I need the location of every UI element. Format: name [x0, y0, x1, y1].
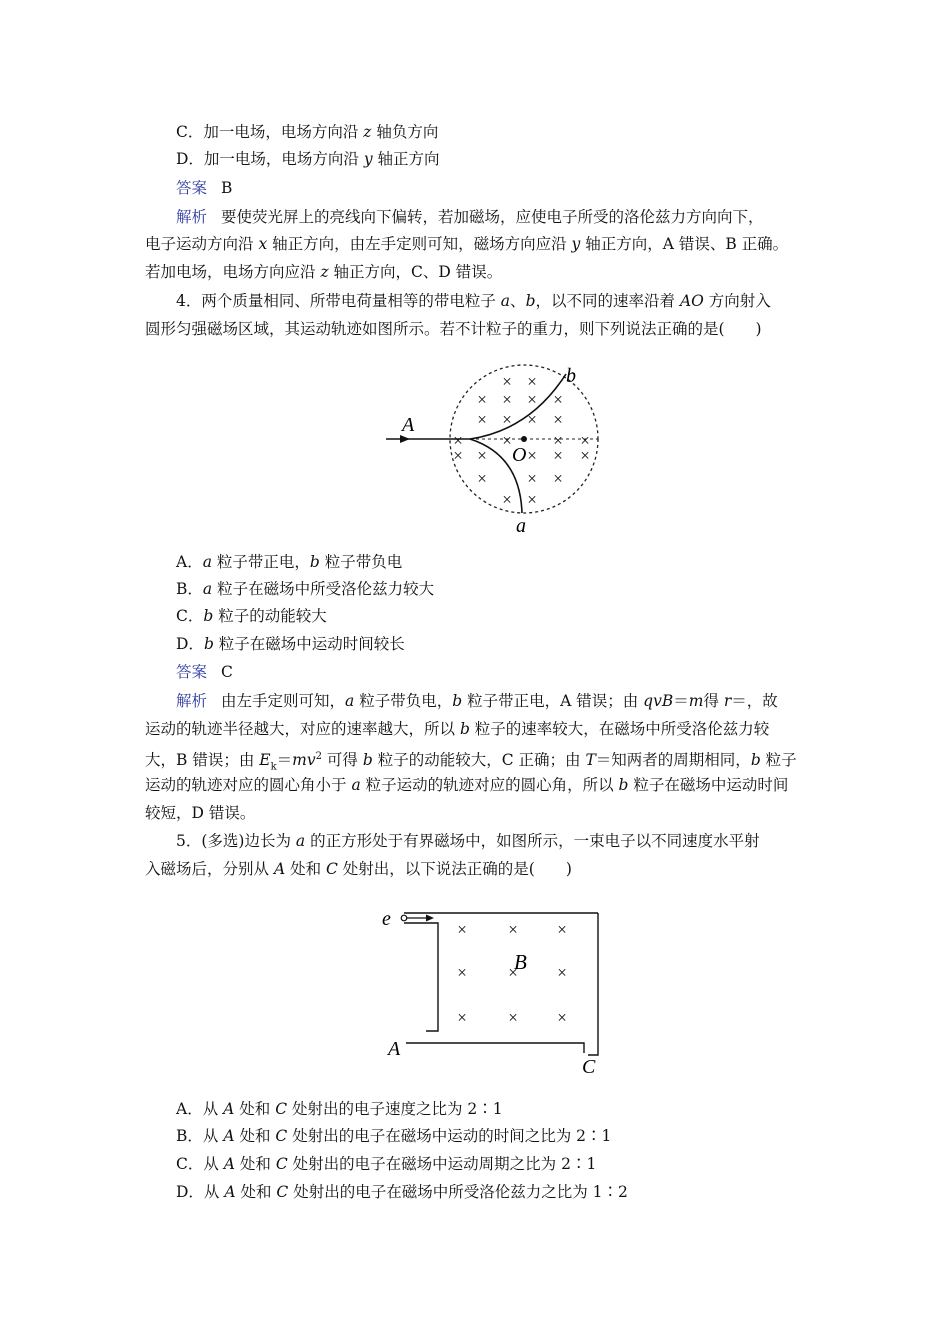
text: 入磁场后，分别从	[145, 860, 274, 878]
text: 要使荧光屏上的亮线向下偏转，若加磁场，应使电子所受的洛伦兹力方向向下，	[221, 208, 764, 226]
cross-mark: ×	[502, 490, 512, 509]
cross-mark: ×	[457, 1008, 467, 1027]
var: a	[345, 692, 355, 710]
text: 粒子带正电，A 错误；由	[462, 692, 644, 710]
var: y	[363, 150, 373, 168]
text: 粒子带负电	[319, 553, 403, 571]
text: 粒子带正电，	[211, 553, 310, 571]
right-wall	[588, 913, 598, 1055]
q4-figure	[380, 360, 620, 544]
text: ，以不同的速率沿着	[535, 292, 680, 310]
q3-analysis-line-3	[145, 261, 502, 283]
q4-stem-line-2	[145, 318, 762, 340]
cross-mark: ×	[508, 1008, 518, 1027]
var: z	[363, 123, 372, 141]
text: 粒子的速率较大，在磁场中所受洛伦兹力较	[469, 720, 770, 738]
text: C．	[176, 607, 204, 625]
text: 、	[510, 292, 526, 310]
text: 可得	[322, 751, 363, 770]
cross-mark: ×	[457, 963, 467, 982]
text: ＝	[673, 692, 689, 710]
cross-mark: ×	[557, 1008, 567, 1027]
var: C	[326, 860, 338, 878]
text: 处和	[234, 1100, 276, 1118]
var: b	[203, 607, 214, 625]
var: a	[500, 292, 511, 310]
var: b	[750, 751, 761, 770]
text: 由左手定则可知，	[221, 692, 346, 710]
cross-mark: ×	[527, 469, 537, 488]
text: 处和	[235, 1183, 277, 1201]
text: ＝知两者的周期相同，	[595, 751, 751, 770]
var: a	[202, 580, 213, 598]
text: 圆形匀强磁场区域，其运动轨迹如图所示。若不计粒子的重力，则下列说法正确的是( )	[145, 320, 762, 338]
text: 处和	[234, 1127, 276, 1145]
var: A	[224, 1183, 236, 1201]
text: 较短，D 错误。	[145, 804, 256, 822]
q3-analysis-line-2	[145, 233, 788, 255]
answer-label: 答案	[176, 663, 208, 681]
text: 轴正方向	[372, 150, 440, 168]
cross-mark: ×	[580, 431, 590, 450]
text: C．加一电场，电场方向沿	[176, 123, 364, 141]
cross-mark: ×	[502, 390, 512, 409]
label-B: B	[514, 950, 527, 974]
text: 粒子的动能较大	[213, 607, 327, 625]
q4-analysis-line-1	[176, 690, 778, 712]
cross-mark: ×	[527, 446, 537, 465]
text: 处射出的电子速度之比为 2∶1	[287, 1100, 503, 1118]
text: B．	[176, 580, 203, 598]
text: 轴正方向，A 错误、B 正确。	[580, 235, 789, 253]
square-field-diagram	[378, 903, 618, 1083]
var: b	[618, 776, 629, 794]
label-A: A	[402, 414, 415, 436]
cross-mark: ×	[527, 390, 537, 409]
analysis-label: 解析	[176, 692, 208, 710]
var: r	[723, 692, 732, 710]
cross-marks	[457, 920, 567, 1027]
text: A．从	[176, 1100, 224, 1118]
label-a: a	[516, 515, 526, 537]
var: C	[275, 1127, 288, 1145]
cross-mark: ×	[508, 920, 518, 939]
q4-analysis-line-5	[145, 802, 255, 824]
q4-stem-line-1	[176, 290, 771, 312]
var: qvB	[643, 692, 674, 710]
cross-mark: ×	[477, 469, 487, 488]
var: b	[362, 751, 373, 770]
text: 轴正方向，由左手定则可知，磁场方向应沿	[267, 235, 572, 253]
cross-mark: ×	[508, 963, 518, 982]
var: x	[258, 235, 268, 253]
q4-option-b	[176, 578, 434, 600]
label-e: e	[382, 908, 391, 930]
text: 若加电场，电场方向应沿	[145, 263, 321, 281]
cross-mark: ×	[502, 431, 512, 450]
text: 运动的轨迹对应的圆心角小于	[145, 776, 352, 794]
text: 粒子在磁场中运动时间	[628, 776, 789, 794]
text: 处射出的电子在磁场中所受洛伦兹力之比为 1∶2	[288, 1183, 628, 1201]
q3-analysis-line-1	[176, 206, 764, 228]
label-A: A	[388, 1038, 401, 1060]
q4-answer	[176, 661, 233, 683]
cross-mark: ×	[553, 446, 563, 465]
left-wall	[404, 923, 438, 1031]
cross-mark: ×	[527, 372, 537, 391]
var: A	[273, 860, 286, 878]
text: 4．两个质量相同、所带电荷量相等的带电粒子	[176, 292, 501, 310]
cross-mark: ×	[527, 410, 537, 429]
answer-label: 答案	[176, 179, 208, 197]
text: 轴正方向，C、D 错误。	[328, 263, 503, 281]
text: 处射出，以下说法正确的是( )	[337, 860, 572, 878]
var: C	[276, 1183, 289, 1201]
cross-mark: ×	[457, 920, 467, 939]
electron-source	[401, 915, 407, 921]
subscript: k	[270, 761, 277, 773]
text: 粒子	[760, 751, 797, 770]
var: E	[259, 751, 271, 770]
answer-value: B	[221, 179, 233, 197]
var: b	[203, 635, 214, 653]
text: 粒子在磁场中运动时间较长	[213, 635, 405, 653]
center-point	[521, 436, 527, 442]
cross-mark: ×	[527, 490, 537, 509]
arrow-icon	[426, 915, 434, 922]
var: C	[275, 1155, 288, 1173]
text: ＝	[276, 751, 293, 770]
analysis-label: 解析	[176, 208, 208, 226]
text: 轴负方向	[371, 123, 439, 141]
text: 大，B 错误；由	[145, 751, 260, 770]
q4-analysis-line-2	[145, 718, 769, 740]
circular-field-diagram	[380, 360, 620, 540]
text: 粒子的动能较大，C 正确；由	[372, 751, 586, 770]
bottom-wall	[406, 1043, 584, 1053]
arrow-icon	[400, 435, 410, 443]
q5-figure	[378, 903, 618, 1087]
text: 处射出的电子在磁场中运动周期之比为 2∶1	[287, 1155, 597, 1173]
text: 方向射入	[703, 292, 771, 310]
q4-analysis-line-4	[145, 774, 788, 796]
cross-mark: ×	[502, 410, 512, 429]
cross-mark: ×	[557, 920, 567, 939]
q5-stem-line-2	[145, 858, 572, 880]
var: a	[351, 776, 361, 794]
var: A	[223, 1155, 235, 1173]
var: T	[585, 751, 596, 770]
cross-mark: ×	[553, 410, 563, 429]
label-b: b	[566, 365, 576, 387]
text: D．从	[176, 1183, 225, 1201]
answer-value: C	[221, 663, 233, 681]
var: AO	[679, 292, 704, 310]
text: A．	[176, 553, 203, 571]
text: 粒子在磁场中所受洛伦兹力较大	[212, 580, 435, 598]
cross-mark: ×	[553, 390, 563, 409]
cross-mark: ×	[553, 469, 563, 488]
cross-mark: ×	[453, 431, 463, 450]
var: A	[223, 1127, 235, 1145]
cross-mark: ×	[477, 446, 487, 465]
q3-answer	[176, 177, 232, 199]
var: b	[525, 292, 536, 310]
var: b	[452, 692, 463, 710]
q5-option-b	[176, 1125, 611, 1147]
text: 5．(多选)边长为	[176, 832, 296, 850]
text: 粒子运动的轨迹对应的圆心角，所以	[360, 776, 619, 794]
cross-mark: ×	[557, 963, 567, 982]
text: 处和	[235, 1155, 276, 1173]
cross-mark: ×	[477, 410, 487, 429]
var: a	[295, 832, 306, 850]
q5-option-d	[176, 1181, 628, 1203]
var: mv	[292, 751, 316, 770]
q4-option-c	[176, 605, 327, 627]
text: 处射出的电子在磁场中运动的时间之比为 2∶1	[287, 1127, 612, 1145]
text: D．加一电场，电场方向沿	[176, 150, 364, 168]
var: a	[202, 553, 212, 571]
cross-mark: ×	[580, 446, 590, 465]
text: C．从	[176, 1155, 224, 1173]
text: 得	[703, 692, 724, 710]
text: 的正方形处于有界磁场中，如图所示，一束电子以不同速度水平射	[305, 832, 760, 850]
cross-mark: ×	[553, 431, 563, 450]
q5-stem-line-1	[176, 830, 760, 852]
var: A	[223, 1100, 235, 1118]
label-O: O	[512, 444, 527, 466]
label-C: C	[582, 1056, 596, 1078]
text: 运动的轨迹半径越大，对应的速率越大，所以	[145, 720, 460, 738]
text: ＝，故	[731, 692, 778, 710]
text: 处和	[285, 860, 326, 878]
text: B．从	[176, 1127, 224, 1145]
q3-option-c	[176, 121, 438, 143]
text: D．	[176, 635, 204, 653]
q5-option-c	[176, 1153, 596, 1175]
text: 电子运动方向沿	[145, 235, 259, 253]
var: C	[275, 1100, 288, 1118]
superscript: 2	[315, 751, 322, 762]
var: b	[309, 553, 320, 571]
q3-option-d	[176, 148, 440, 170]
var: z	[320, 263, 329, 281]
q4-option-a	[176, 551, 402, 573]
var: y	[571, 235, 581, 253]
cross-mark: ×	[502, 372, 512, 391]
q4-option-d	[176, 633, 405, 655]
var: b	[459, 720, 470, 738]
text: 粒子带负电，	[354, 692, 453, 710]
var: m	[688, 692, 704, 710]
q5-option-a	[176, 1098, 503, 1120]
cross-mark: ×	[477, 390, 487, 409]
cross-mark: ×	[453, 446, 463, 465]
